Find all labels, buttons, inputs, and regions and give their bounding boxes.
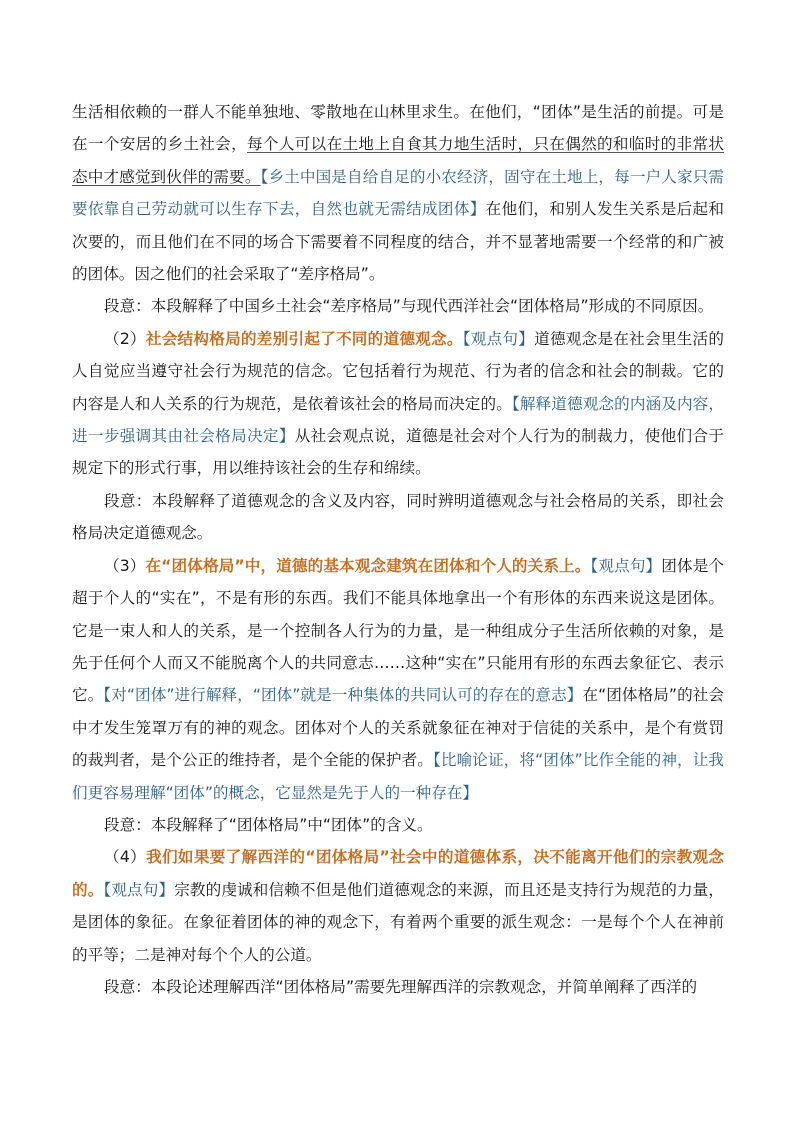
paragraph-1-text-b: 在他们，和别人发生关系是后起和次要的，而且他们在不同的场合下需要着不同程度的结合，并不显著地需要一个经常的和广被的团体。因之他们的社会采取了“差序格局”。 [72,200,724,284]
paragraph-3-annotation-b: 【比喻论证，将“团体”比作全能的神，让我们更容易理解“团体”的概念，它显然是先于人的一种存在】 [72,751,724,802]
paragraph-4-text: 宗教的虔诚和信赖不但是他们道德观念的来源，而且还是支持行为规范的力量，是团体的象征。在象征着团体的神的观念下，有着两个重要的派生观念：一是每个个人在神前的平等；二是神对每个个人的公道。 [72,880,724,964]
paragraph-1-annotation: 【乡土中国是自给自足的小农经济，固守在土地上，每一户人家只需要依靠自己劳动就可以生存下去，自然也就无需结成团体】 [72,167,724,219]
summary-2: 段意：本段解释了道德观念的含义及内容，同时辨明道德观念与社会格局的关系，即社会格局决定道德观念。 [72,491,724,543]
paragraph-3 [72,550,724,809]
paragraph-3-heading: 在“团体格局”中，道德的基本观念建筑在团体和个人的关系上。 [145,556,591,575]
paragraph-3-text-a: 团体是个超于个人的“实在”，不是有形的东西。我们不能具体地拿出一个有形体的东西来说这是团体。它是一束人和人的关系，是一个控制各人行为的力量，是一种组成分子生活所依赖的对象，是先于任何个人而又不能脱离个人的共同意志……这种“实在”只能用有形的东西去象征它、表示它。 [72,556,725,705]
paragraph-2-tag: 【观点句】 [462,329,535,348]
paragraph-4-heading: 我们如果要了解西洋的“团体格局”社会中的道德体系，决不能离开他们的宗教观念的。 [72,848,725,899]
paragraph-1 [72,96,724,290]
summary-3: 段意：本段解释了“团体格局”中“团体”的含义。 [104,815,433,834]
paragraph-2-heading: 社会结构格局的差别引起了不同的道德观念。 [145,329,463,348]
paragraph-4 [72,841,724,971]
summary-1: 段意：本段解释了中国乡土社会“差序格局”与现代西洋社会“团体格局”形成的不同原因。 [104,297,714,316]
paragraph-2-text-b: 从社会观点说，道德是社会对个人行为的制裁力，使他们合于规定下的形式行事，用以维持该社会的生存和绵续。 [72,427,724,478]
paragraph-2-number: （2） [104,329,146,348]
paragraph-4-tag: 【观点句】 [103,880,175,899]
paragraph-3-number: （3） [104,556,146,575]
paragraph-3-tag: 【观点句】 [590,556,662,575]
paragraph-1-underlined: 每个人可以在土地上自食其力地生活时，只在偶然的和临时的非常状态中才感觉到伙伴的需要。 [72,135,724,186]
paragraph-4-number: （4） [104,848,147,867]
paragraph-1-text-a: 生活相依赖的一群人不能单独地、零散地在山林里求生。在他们，“团体”是生活的前提。可是在一个安居的乡土社会， [72,103,724,154]
paragraph-3-annotation-a: 【对“团体”进行解释，“团体”就是一种集体的共同认可的存在的意志】 [103,686,583,705]
summary-4: 段意：本段论述理解西洋“团体格局”需要先理解西洋的宗教观念，并简单阐释了西洋的 [104,977,698,996]
paragraph-2-text-a: 道德观念是在社会里生活的人自觉应当遵守社会行为规范的信念。它包括着行为规范、行为者的信念和社会的制裁。它的内容是人和人关系的行为规范，是依着该社会的格局而决定的。 [72,329,724,413]
paragraph-2-annotation: 【解释道德观念的内涵及内容，进一步强调其由社会格局决定】 [72,394,724,446]
paragraph-2 [72,323,724,485]
paragraph-3-text-b: 在“团体格局”的社会中才发生笼罩万有的神的观念。团体对个人的关系就象征在神对于信徒的关系中，是个有赏罚的裁判者，是个公正的维持者，是个全能的保护者。 [72,686,724,770]
